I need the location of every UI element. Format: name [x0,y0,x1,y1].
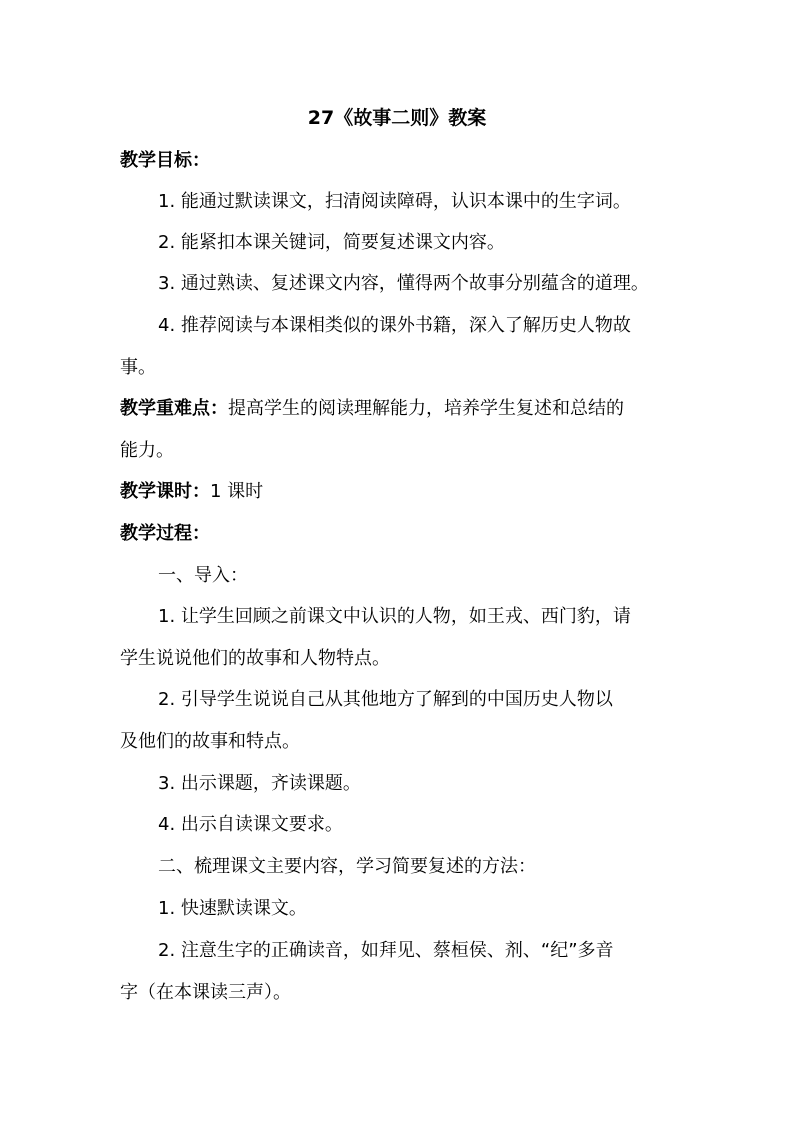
goal-item-2: 2. 能紧扣本课关键词，简要复述课文内容。 [158,232,505,253]
goal-item-4-continued: 事。 [120,357,156,378]
section1-line-2: 学生说说他们的故事和人物特点。 [120,648,390,669]
key-points-line [120,395,680,423]
section1-line-3: 2. 引导学生说说自己从其他地方了解到的中国历史人物以 [158,689,613,710]
section1-line-1: 1. 让学生回顾之前课文中认识的人物，如王戎、西门豹，请 [158,606,631,627]
class-hours-value: 1 课时 [210,481,264,502]
goal-item-3: 3. 通过熟读、复述课文内容，懂得两个故事分别蕴含的道理。 [158,273,649,294]
key-points-text-continued: 能力。 [120,440,174,461]
class-hours-line [120,478,680,506]
goal-item-1: 1. 能通过默读课文，扫清阅读障碍，认识本课中的生字词。 [158,191,631,212]
process-heading: 教学过程： [120,523,210,544]
section1-title: 一、导入： [158,565,248,586]
section2-line-3: 字（在本课读三声）。 [120,982,291,1003]
document-title: 27《故事二则》教案 [307,107,487,129]
goal-item-4: 4. 推荐阅读与本课相类似的课外书籍，深入了解历史人物故 [158,315,631,336]
class-hours-label: 教学课时： [120,481,210,502]
key-points-text: 提高学生的阅读理解能力，培养学生复述和总结的 [228,398,624,419]
section1-line-5: 3. 出示课题，齐读课题。 [158,773,361,794]
section2-line-1: 1. 快速默读课文。 [158,898,307,919]
key-points-label: 教学重难点： [120,398,228,419]
section2-line-2: 2. 注意生字的正确读音，如拜见、蔡桓侯、剂、“纪”多音 [158,940,614,961]
section1-line-6: 4. 出示自读课文要求。 [158,814,343,835]
section1-line-4: 及他们的故事和特点。 [120,731,300,752]
goals-heading: 教学目标： [120,150,210,171]
section2-title: 二、梳理课文主要内容，学习简要复述的方法： [158,856,536,877]
